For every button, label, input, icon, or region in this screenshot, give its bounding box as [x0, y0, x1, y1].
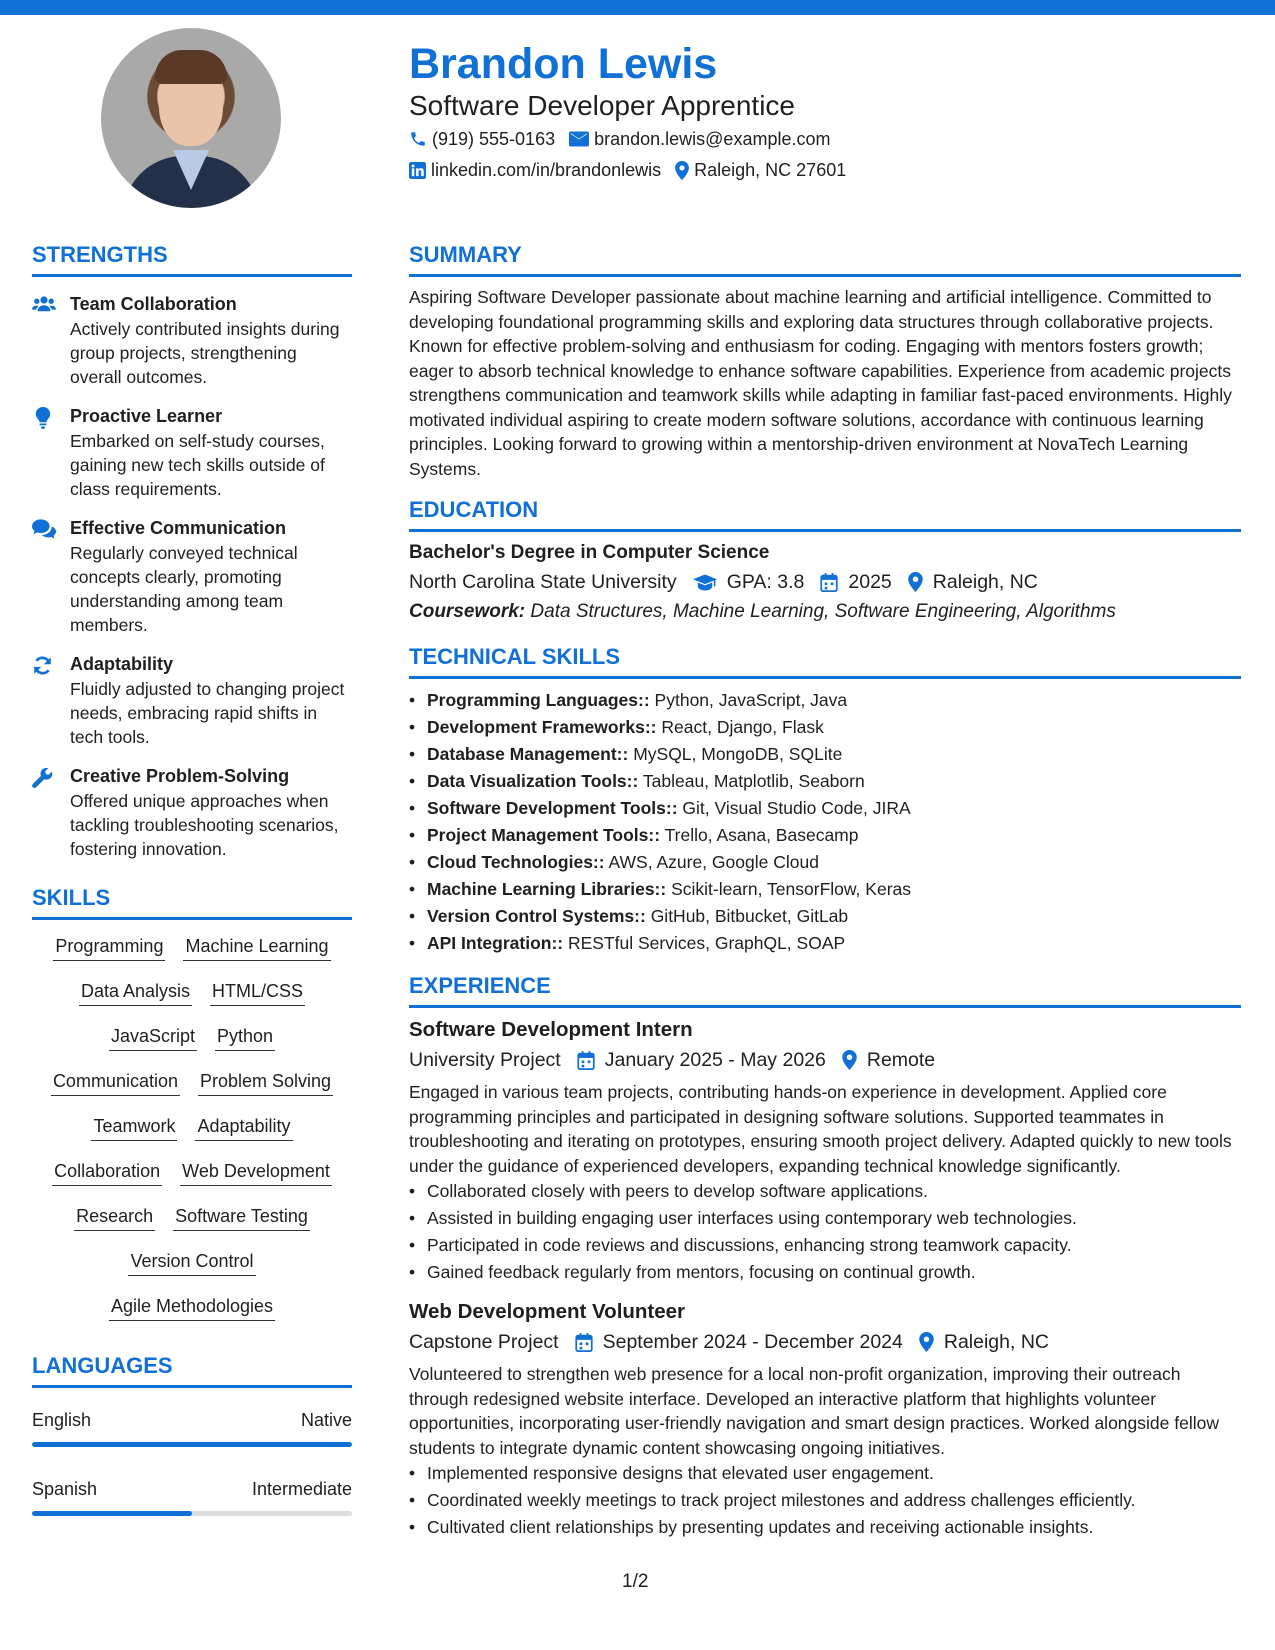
users-icon — [32, 295, 56, 313]
strength-title: Proactive Learner — [70, 406, 223, 426]
list-item: • Project Management Tools:: Trello, Asana, Basecamp — [409, 822, 1241, 849]
job-org: University Project — [409, 1049, 561, 1071]
skill-tag: Version Control — [128, 1249, 255, 1276]
gpa-text: GPA: 3.8 — [726, 571, 805, 593]
skill-tag: Software Testing — [173, 1204, 310, 1231]
skill-tag: Agile Methodologies — [109, 1294, 275, 1321]
coursework — [409, 598, 1241, 626]
list-item: • Software Development Tools:: Git, Visual Studio Code, JIRA — [409, 795, 1241, 822]
map-marker-icon — [842, 1050, 857, 1070]
envelope-icon — [569, 131, 589, 147]
location-item — [675, 159, 846, 181]
skill-tag: Programming — [53, 934, 165, 961]
list-item: • Programming Languages:: Python, JavaScript, Java — [409, 687, 1241, 714]
job-bullets — [409, 1460, 1241, 1541]
calendar-icon — [575, 1333, 593, 1352]
strength-desc: Offered unique approaches when tackling troubleshooting scenarios, fostering innovation. — [70, 791, 339, 859]
language-bar-fill — [32, 1442, 352, 1447]
list-item: • Collaborated closely with peers to develop software applications. — [409, 1178, 1241, 1205]
language-bar-fill — [32, 1511, 192, 1516]
top-accent-bar — [0, 0, 1275, 15]
language-level: Native — [300, 1410, 352, 1430]
skill-tag: Problem Solving — [198, 1069, 333, 1096]
job-dates: January 2025 - May 2026 — [604, 1049, 826, 1071]
calendar-icon — [577, 1051, 595, 1070]
skill-tag: JavaScript — [109, 1024, 197, 1051]
strength-desc: Embarked on self-study courses, gaining new tech skills outside of class requirements. — [70, 431, 325, 499]
job-location: Raleigh, NC — [943, 1331, 1049, 1353]
wrench-icon — [32, 767, 53, 788]
skill-tag: Teamwork — [91, 1114, 177, 1141]
strength-desc: Actively contributed insights during group projects, strengthening overall outcomes. — [70, 319, 340, 387]
skill-tag: Research — [74, 1204, 155, 1231]
list-item: • Assisted in building engaging user interfaces using contemporary web technologies. — [409, 1205, 1241, 1232]
map-marker-icon — [919, 1332, 934, 1352]
job-meta — [409, 1328, 1241, 1356]
skill-tag: Machine Learning — [183, 934, 330, 961]
job-bullets — [409, 1178, 1241, 1286]
map-marker-icon — [675, 161, 689, 180]
school-name: North Carolina State University — [409, 571, 677, 593]
skill-tag: Python — [215, 1024, 275, 1051]
education-location: Raleigh, NC — [932, 571, 1038, 593]
education-meta — [409, 568, 1241, 596]
email-item[interactable] — [569, 128, 830, 150]
language-level: Intermediate — [251, 1479, 352, 1499]
education-heading: EDUCATION — [409, 495, 1241, 532]
job-dates: September 2024 - December 2024 — [602, 1331, 903, 1353]
avatar — [101, 28, 281, 208]
list-item: • Data Visualization Tools:: Tableau, Matplotlib, Seaborn — [409, 768, 1241, 795]
strength-item — [32, 765, 352, 861]
job-title: Web Development Volunteer — [409, 1300, 686, 1323]
email-text[interactable]: brandon.lewis@example.com — [594, 129, 831, 149]
strength-item — [32, 293, 352, 389]
language-bar — [32, 1511, 352, 1516]
experience-heading: EXPERIENCE — [409, 971, 1241, 1008]
skill-tag: Adaptability — [195, 1114, 292, 1141]
page-number: 1/2 — [622, 1571, 649, 1592]
list-item: • Gained feedback regularly from mentors, focusing on continual growth. — [409, 1259, 1241, 1286]
candidate-name: Brandon Lewis — [409, 40, 718, 88]
phone-text: (919) 555-0163 — [432, 129, 556, 149]
strength-item — [32, 517, 352, 637]
right-column — [409, 240, 1241, 1541]
degree-title: Bachelor's Degree in Computer Science — [409, 542, 770, 563]
graduation-year: 2025 — [848, 571, 892, 593]
linkedin-text[interactable]: linkedin.com/in/brandonlewis — [431, 160, 662, 180]
job-description: Engaged in various team projects, contributing hands-on experience in development. Applied core programming principles and participated in designing software solutions. Supported teammates in troubleshooting and iterating on prototypes, ensuring smooth project delivery. Adapted quickly to new tools under the guidance of experienced developers, expanding technical knowledge significantly. — [409, 1082, 1232, 1176]
language-item — [32, 1477, 352, 1516]
list-item: • API Integration:: RESTful Services, GraphQL, SOAP — [409, 930, 1241, 957]
job-location: Remote — [866, 1049, 936, 1071]
strength-desc: Fluidly adjusted to changing project needs, embracing rapid shifts in tech tools. — [70, 679, 345, 747]
language-name: English — [32, 1410, 92, 1430]
strength-title: Creative Problem-Solving — [70, 766, 290, 786]
contact-row-1 — [409, 128, 844, 150]
left-column — [32, 240, 352, 1516]
graduation-cap-icon — [693, 574, 717, 591]
job-description: Volunteered to strengthen web presence for a local non-profit organization, improving their outreach through redesigned website interface. Developed an interactive platform that highlights volunteer opportunities, incorporating user-friendly navigation and smart design practices. Worked alongside fellow students to integrate dynamic content showcasing ongoing initiatives. — [409, 1364, 1219, 1458]
job-meta — [409, 1046, 1241, 1074]
coursework-list: Data Structures, Machine Learning, Software Engineering, Algorithms — [530, 601, 1116, 622]
strength-item — [32, 653, 352, 749]
skill-tag: Data Analysis — [79, 979, 192, 1006]
list-item: • Implemented responsive designs that elevated user engagement. — [409, 1460, 1241, 1487]
phone-icon — [409, 130, 427, 148]
calendar-icon — [820, 573, 838, 592]
sync-icon — [32, 655, 53, 676]
coursework-label: Coursework: — [409, 601, 526, 622]
list-item: • Database Management:: MySQL, MongoDB, SQLite — [409, 741, 1241, 768]
list-item: • Participated in code reviews and discussions, enhancing strong teamwork capacity. — [409, 1232, 1241, 1259]
job-org: Capstone Project — [409, 1331, 559, 1353]
languages-heading: LANGUAGES — [32, 1351, 352, 1388]
language-item — [32, 1408, 352, 1447]
linkedin-item[interactable] — [409, 159, 661, 181]
skills-heading: SKILLS — [32, 883, 352, 920]
strength-title: Effective Communication — [70, 518, 287, 538]
strengths-heading: STRENGTHS — [32, 240, 352, 277]
job-title: Software Development Intern — [409, 1018, 693, 1041]
technical-skills-heading: TECHNICAL SKILLS — [409, 642, 1241, 679]
list-item: • Machine Learning Libraries:: Scikit-learn, TensorFlow, Keras — [409, 876, 1241, 903]
location-text: Raleigh, NC 27601 — [694, 160, 847, 180]
linkedin-icon — [409, 162, 426, 179]
summary-text: Aspiring Software Developer passionate about machine learning and artificial intelligence. Committed to developing foundational programming skills and exploring data structures through collaborative projects. Known for effective problem-solving and enthusiasm for coding. Engaging with mentors fosters growth; eager to absorb technical knowledge to enhance software capabilities. Experience from academic projects strengthens communication and teamwork skills while adapting in familiar fast-paced environments. Highly motivated individual aspiring to create modern software solutions, accordance with continuous learning principles. Looking forward to growing within a mentorship-driven environment at NovaTech Learning Systems. — [409, 287, 1232, 479]
comments-icon — [32, 519, 56, 539]
strength-title: Team Collaboration — [70, 294, 237, 314]
skill-tag: Web Development — [180, 1159, 332, 1186]
contact-row-2 — [409, 159, 860, 181]
strength-title: Adaptability — [70, 654, 174, 674]
candidate-title: Software Developer Apprentice — [409, 90, 795, 121]
list-item: • Coordinated weekly meetings to track project milestones and address challenges efficiently. — [409, 1487, 1241, 1514]
map-marker-icon — [908, 572, 923, 592]
skill-tag: Collaboration — [52, 1159, 162, 1186]
phone-item — [409, 128, 555, 150]
summary-heading: SUMMARY — [409, 240, 1241, 277]
strength-item — [32, 405, 352, 501]
list-item: • Version Control Systems:: GitHub, Bitbucket, GitLab — [409, 903, 1241, 930]
technical-skills-list — [409, 687, 1241, 957]
skills-list — [32, 934, 352, 1339]
strength-desc: Regularly conveyed technical concepts clearly, promoting understanding among team members. — [70, 543, 298, 635]
skill-tag: HTML/CSS — [210, 979, 305, 1006]
skill-tag: Communication — [51, 1069, 180, 1096]
language-bar — [32, 1442, 352, 1447]
language-name: Spanish — [32, 1479, 98, 1499]
list-item: • Cloud Technologies:: AWS, Azure, Google Cloud — [409, 849, 1241, 876]
list-item: • Cultivated client relationships by presenting updates and receiving actionable insights. — [409, 1514, 1241, 1541]
lightbulb-icon — [32, 407, 54, 429]
list-item: • Development Frameworks:: React, Django, Flask — [409, 714, 1241, 741]
